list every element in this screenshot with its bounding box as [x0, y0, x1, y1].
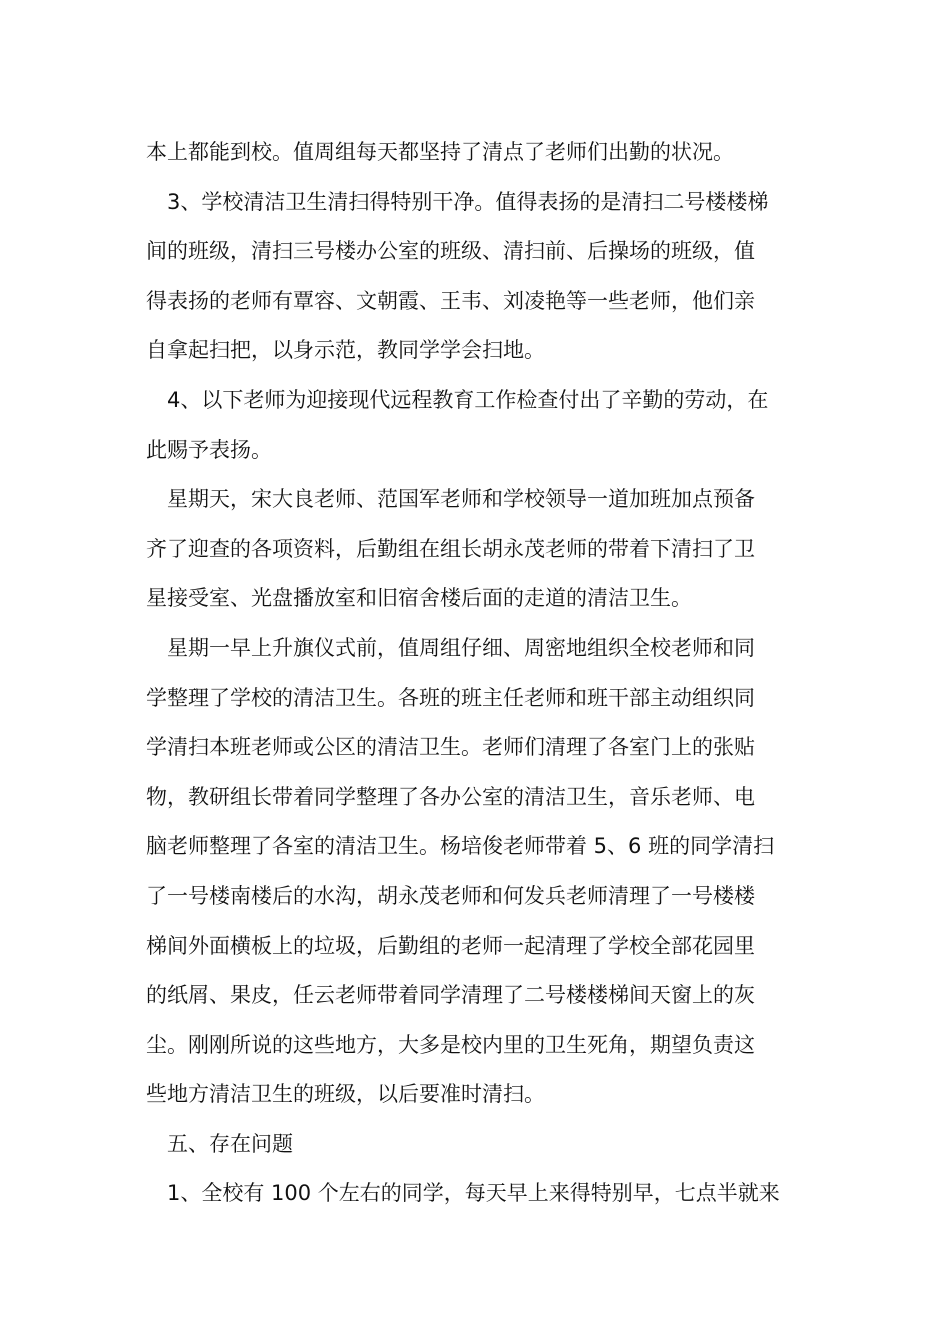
text-line: 得表扬的老师有覃容、文朝霞、王韦、刘凌艳等一些老师，他们亲 [146, 288, 755, 313]
text-line: 五、存在问题 [167, 1131, 293, 1156]
text-line: 物，教研组长带着同学整理了各办公室的清洁卫生，音乐老师、电 [146, 784, 755, 809]
text-line: 间的班级，清扫三号楼办公室的班级、清扫前、后操场的班级，值 [146, 239, 755, 264]
text-line: 些地方清洁卫生的班级，以后要准时清扫。 [146, 1082, 545, 1107]
text-line: 本上都能到校。值周组每天都坚持了清点了老师们出勤的状况。 [146, 140, 734, 164]
text-line: 齐了迎查的各项资料，后勤组在组长胡永茂老师的带着下清扫了卫 [146, 536, 755, 561]
text-line: 梯间外面横板上的垃圾，后勤组的老师一起清理了学校全部花园里 [146, 933, 755, 958]
text-line: 自拿起扫把，以身示范，教同学学会扫地。 [146, 338, 545, 363]
text-line: 星接受室、光盘播放室和旧宿舍楼后面的走道的清洁卫生。 [146, 586, 692, 611]
text-line: 星期天，宋大良老师、范国军老师和学校领导一道加班加点预备 [167, 487, 755, 512]
text-line: 学整理了学校的清洁卫生。各班的班主任老师和班干部主动组织同 [146, 685, 755, 710]
text-line: 此赐予表扬。 [146, 437, 272, 462]
text-line: 4、以下老师为迎接现代远程教育工作检查付出了辛勤的劳动，在 [167, 387, 769, 412]
text-line: 3、学校清洁卫生清扫得特别干净。值得表扬的是清扫二号楼楼梯 [167, 189, 769, 214]
document-body [146, 128, 812, 1219]
text-line: 脑老师整理了各室的清洁卫生。杨培俊老师带着 5、6 班的同学清扫 [146, 834, 775, 859]
text-line: 1、全校有 100 个左右的同学，每天早上来得特别早，七点半就来 [167, 1181, 780, 1206]
text-line: 学清扫本班老师或公区的清洁卫生。老师们清理了各室门上的张贴 [146, 735, 755, 760]
text-line: 了一号楼南楼后的水沟，胡永茂老师和何发兵老师清理了一号楼楼 [146, 883, 755, 908]
text-line: 星期一早上升旗仪式前，值周组仔细、周密地组织全校老师和同 [167, 635, 755, 660]
text-line: 尘。刚刚所说的这些地方，大多是校内里的卫生死角，期望负责这 [146, 1032, 755, 1057]
text-line: 的纸屑、果皮，任云老师带着同学清理了二号楼楼梯间天窗上的灰 [146, 983, 755, 1008]
